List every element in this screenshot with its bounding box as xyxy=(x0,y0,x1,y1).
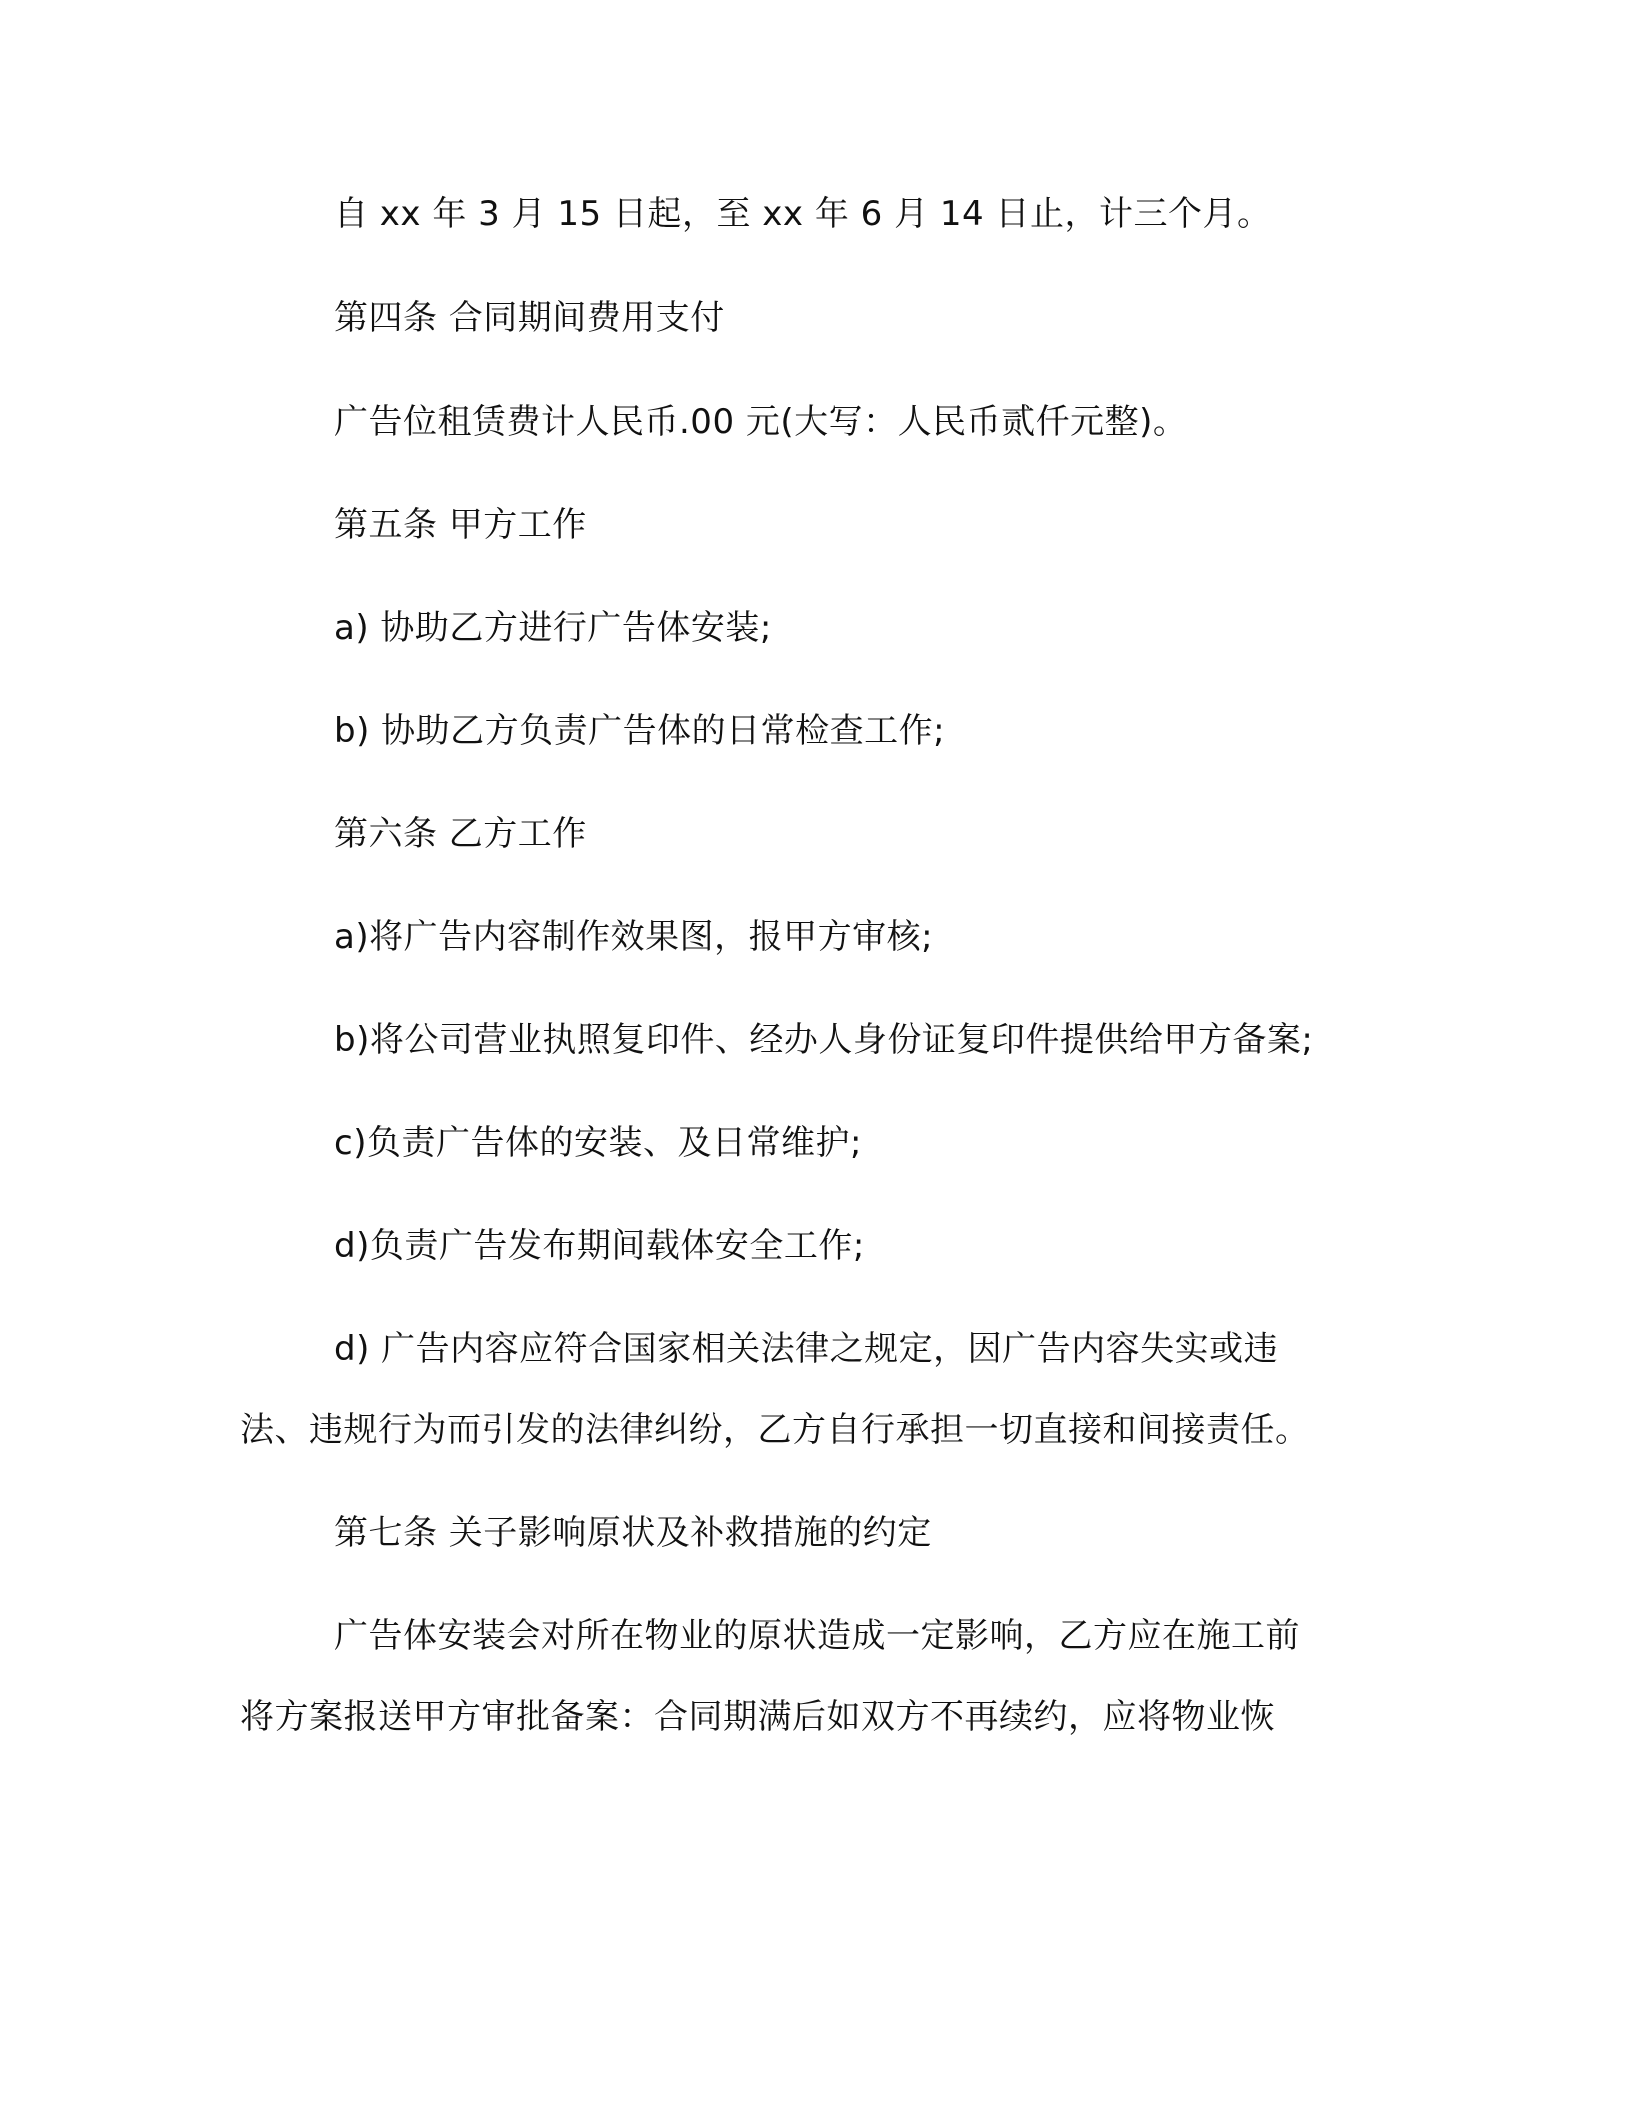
party-b-duty-a: a)将广告内容制作效果图，报甲方审核; xyxy=(334,917,934,957)
article-7-line-1: 广告体安装会对所在物业的原状造成一定影响，乙方应在施工前 xyxy=(334,1616,1300,1656)
article-7-heading: 第七条 关子影响原状及补救措施的约定 xyxy=(334,1513,932,1553)
article-7-line-2: 将方案报送甲方审批备案：合同期满后如双方不再续约，应将物业恢 xyxy=(240,1697,1275,1737)
clause-d-line-2: 法、违规行为而引发的法律纠纷，乙方自行承担一切直接和间接责任。 xyxy=(240,1410,1310,1450)
party-b-duty-d: d)负责广告发布期间载体安全工作; xyxy=(334,1226,865,1266)
clause-d-line-1: d) 广告内容应符合国家相关法律之规定，因广告内容失实或违 xyxy=(334,1329,1279,1369)
party-a-duty-b: b) 协助乙方负责广告体的日常检查工作; xyxy=(334,711,946,751)
article-6-heading: 第六条 乙方工作 xyxy=(334,814,587,854)
party-a-duty-a: a) 协助乙方进行广告体安装; xyxy=(334,608,772,648)
party-b-duty-b: b)将公司营业执照复印件、经办人身份证复印件提供给甲方备案; xyxy=(334,1020,1314,1060)
term-period-text: 自 xx 年 3 月 15 日起，至 xx 年 6 月 14 日止，计三个月。 xyxy=(334,194,1272,234)
rental-fee-text: 广告位租赁费计人民币.00 元(大写：人民币贰仟元整)。 xyxy=(334,402,1188,442)
article-5-heading: 第五条 甲方工作 xyxy=(334,505,587,545)
article-4-heading: 第四条 合同期间费用支付 xyxy=(334,298,725,338)
party-b-duty-c: c)负责广告体的安装、及日常维护; xyxy=(334,1123,862,1163)
